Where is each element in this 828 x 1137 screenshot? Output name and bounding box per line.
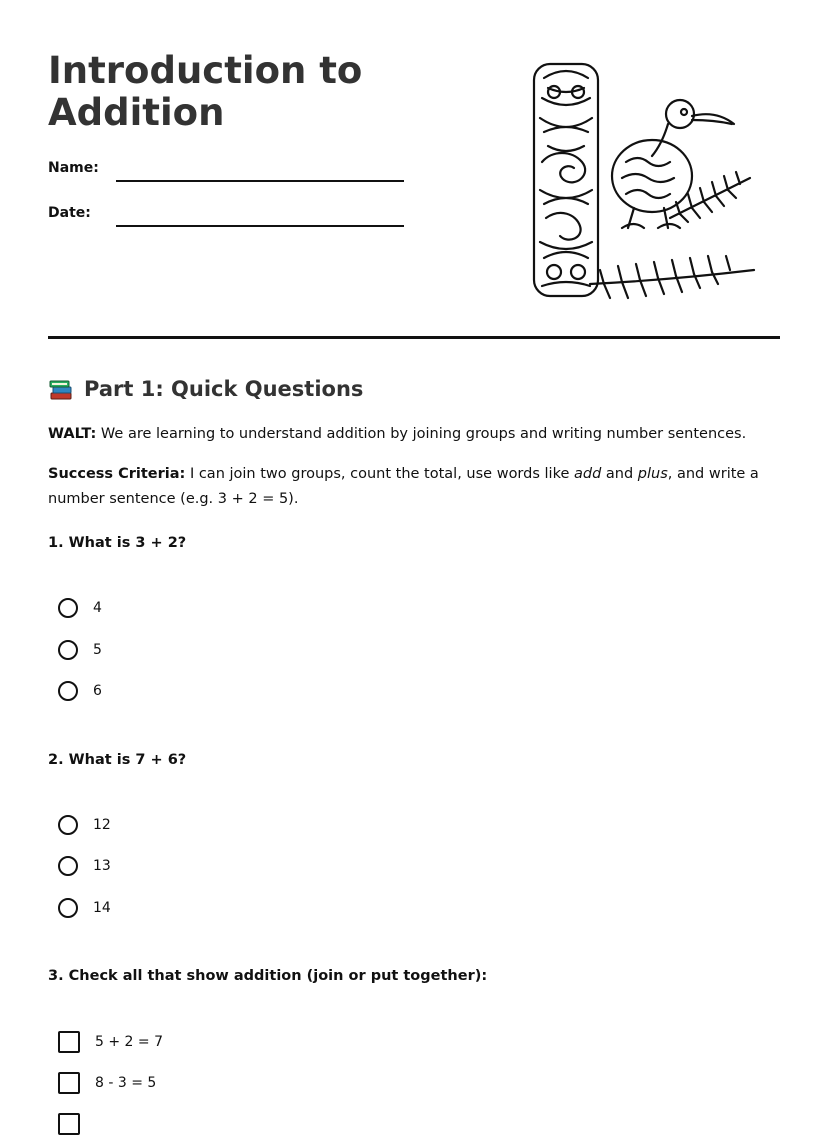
page-title: Introduction to Addition bbox=[48, 49, 363, 134]
worksheet-page bbox=[48, 0, 780, 1118]
section-title: Part 1: Quick Questions bbox=[84, 377, 364, 401]
section-heading bbox=[48, 374, 363, 404]
question-2-option-c[interactable] bbox=[58, 895, 111, 921]
walt-text: We are learning to understand addition by joining groups and writing number sentences. bbox=[96, 426, 747, 442]
walt-label: WALT: bbox=[48, 426, 97, 442]
option-label: 12 bbox=[93, 817, 111, 833]
option-label: 8 - 3 = 5 bbox=[95, 1075, 157, 1091]
question-3-prompt: 3. Check all that show addition (join or put together): bbox=[48, 968, 488, 984]
section-divider bbox=[48, 336, 780, 339]
radio-button[interactable] bbox=[58, 598, 78, 618]
success-text-1: I can join two groups, count the total, use words like bbox=[185, 466, 574, 482]
name-label: Name: bbox=[48, 160, 99, 176]
name-field[interactable] bbox=[116, 180, 404, 182]
maori-carving-bird-illustration bbox=[530, 58, 760, 313]
radio-button[interactable] bbox=[58, 898, 78, 918]
checkbox[interactable] bbox=[58, 1113, 80, 1135]
question-3-option-a[interactable] bbox=[58, 1029, 163, 1055]
success-em-plus: plus bbox=[637, 466, 668, 482]
date-label: Date: bbox=[48, 205, 91, 221]
radio-button[interactable] bbox=[58, 815, 78, 835]
question-1-option-a[interactable] bbox=[58, 595, 102, 621]
question-1-option-b[interactable] bbox=[58, 637, 102, 663]
question-2-prompt: 2. What is 7 + 6? bbox=[48, 752, 187, 768]
question-2-option-a[interactable] bbox=[58, 812, 111, 838]
radio-button[interactable] bbox=[58, 681, 78, 701]
question-1-prompt: 1. What is 3 + 2? bbox=[48, 535, 187, 551]
walt-statement bbox=[48, 422, 780, 447]
radio-button[interactable] bbox=[58, 640, 78, 660]
option-label: 13 bbox=[93, 858, 111, 874]
option-label: 5 bbox=[93, 642, 102, 658]
success-criteria bbox=[48, 462, 780, 512]
checkbox[interactable] bbox=[58, 1031, 80, 1053]
date-field[interactable] bbox=[116, 225, 404, 227]
radio-button[interactable] bbox=[58, 856, 78, 876]
success-text-3: , and write a number sentence (e.g. 3 + 2 = 5). bbox=[48, 466, 759, 507]
success-em-add: add bbox=[573, 466, 602, 482]
success-criteria-label: Success Criteria: bbox=[48, 466, 186, 482]
success-text-2: and bbox=[601, 466, 638, 482]
question-3-option-c[interactable] bbox=[58, 1111, 80, 1137]
checkbox[interactable] bbox=[58, 1072, 80, 1094]
option-label: 14 bbox=[93, 900, 111, 916]
option-label: 5 + 2 = 7 bbox=[95, 1034, 163, 1050]
question-1-option-c[interactable] bbox=[58, 678, 102, 704]
books-icon bbox=[48, 376, 74, 402]
question-2-option-b[interactable] bbox=[58, 853, 111, 879]
option-label: 4 bbox=[93, 600, 102, 616]
option-label: 6 bbox=[93, 683, 102, 699]
question-3-option-b[interactable] bbox=[58, 1070, 156, 1096]
